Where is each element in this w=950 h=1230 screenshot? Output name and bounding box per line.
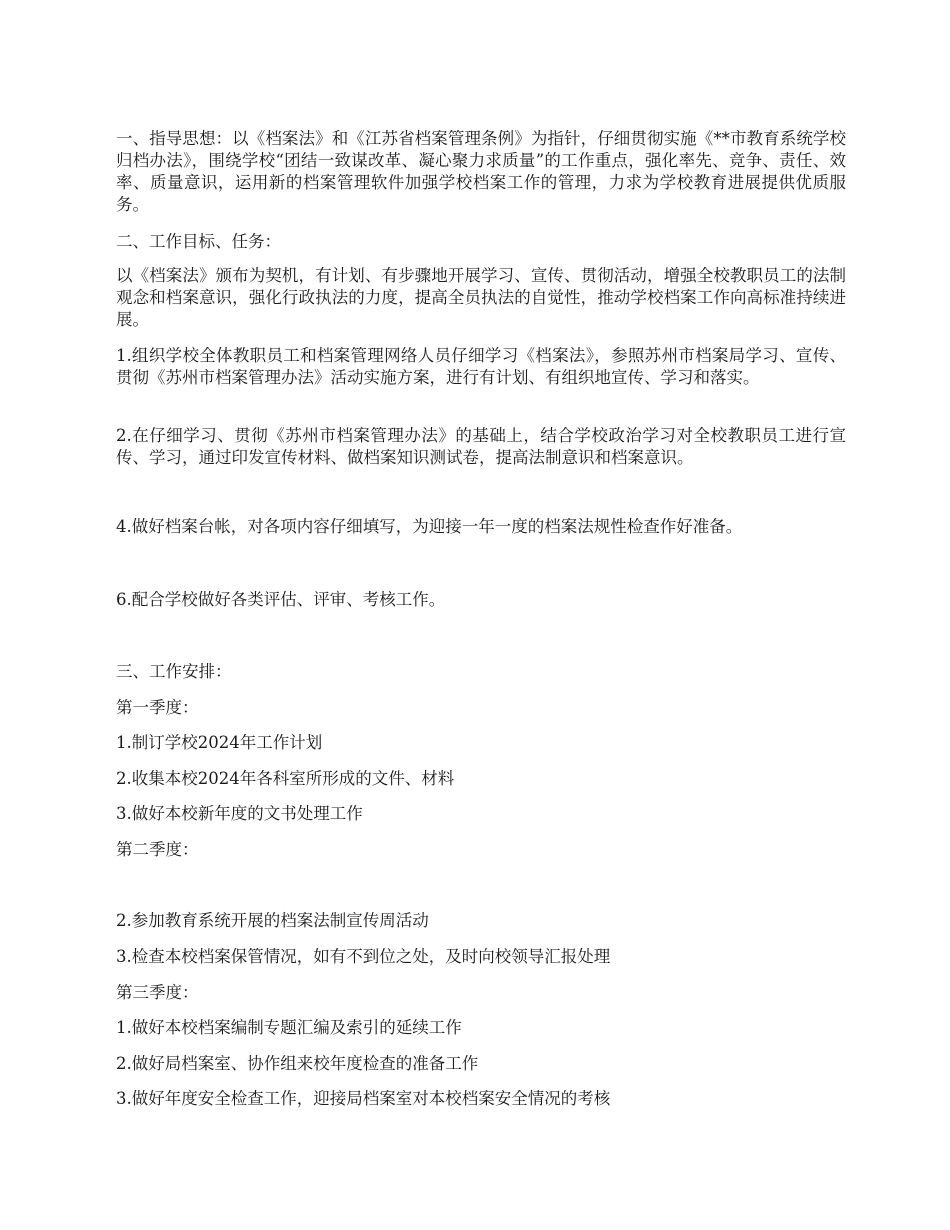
- quarter-3-title: 第三季度：: [116, 983, 199, 1002]
- goal-item-2: 2.在仔细学习、贯彻《苏州市档案管理办法》的基础上，结合学校政治学习对全校教职员工进行宣传、学习，通过印发宣传材料、做档案知识测试卷，提高法制意识和档案意识。: [116, 426, 846, 467]
- goal-item-4: 4.做好档案台帐，对各项内容仔细填写，为迎接一年一度的档案法规性检查作好准备。: [116, 517, 743, 536]
- quarter-3-item: 2.做好局档案室、协作组来校年度检查的准备工作: [116, 1054, 479, 1073]
- section-heading-arrangement: 三、工作安排：: [116, 662, 232, 681]
- quarter-3-item: 1.做好本校档案编制专题汇编及索引的延续工作: [116, 1018, 462, 1037]
- quarter-2-item: 2.参加教育系统开展的档案法制宣传周活动: [116, 911, 429, 930]
- section-heading-goals: 二、工作目标、任务：: [116, 232, 281, 251]
- goal-item-6: 6.配合学校做好各类评估、评审、考核工作。: [116, 590, 446, 609]
- quarter-1-item: 3.做好本校新年度的文书处理工作: [116, 804, 363, 823]
- quarter-1-item: 1.制订学校2024年工作计划: [116, 733, 323, 752]
- quarter-3-item: 3.做好年度安全检查工作，迎接局档案室对本校档案安全情况的考核: [116, 1089, 611, 1108]
- quarter-1-title: 第一季度：: [116, 698, 199, 717]
- goals-paragraph: 以《档案法》颁布为契机，有计划、有步骤地开展学习、宣传、贯彻活动，增强全校教职员工的法制观念和档案意识，强化行政执法的力度，提高全员执法的自觉性，推动学校档案工作向高标准持续进展。: [116, 266, 846, 329]
- guiding-ideology-paragraph: 一、指导思想：以《档案法》和《江苏省档案管理条例》为指针，仔细贯彻实施《**市教育系统学校归档办法》，围绕学校“团结一致谋改革、凝心聚力求质量”的工作重点，强化率先、竞争、责任、效率、质量意识，运用新的档案管理软件加强学校档案工作的管理，力求为学校教育进展提供优质服务。: [116, 129, 846, 214]
- quarter-2-title: 第二季度：: [116, 840, 199, 859]
- quarter-2-item: 3.检查本校档案保管情况，如有不到位之处，及时向校领导汇报处理: [116, 947, 611, 966]
- goal-item-1: 1.组织学校全体教职员工和档案管理网络人员仔细学习《档案法》，参照苏州市档案局学习、宣传、贯彻《苏州市档案管理办法》活动实施方案，进行有计划、有组织地宣传、学习和落实。: [116, 346, 846, 387]
- quarter-1-item: 2.收集本校2024年各科室所形成的文件、材料: [116, 769, 455, 788]
